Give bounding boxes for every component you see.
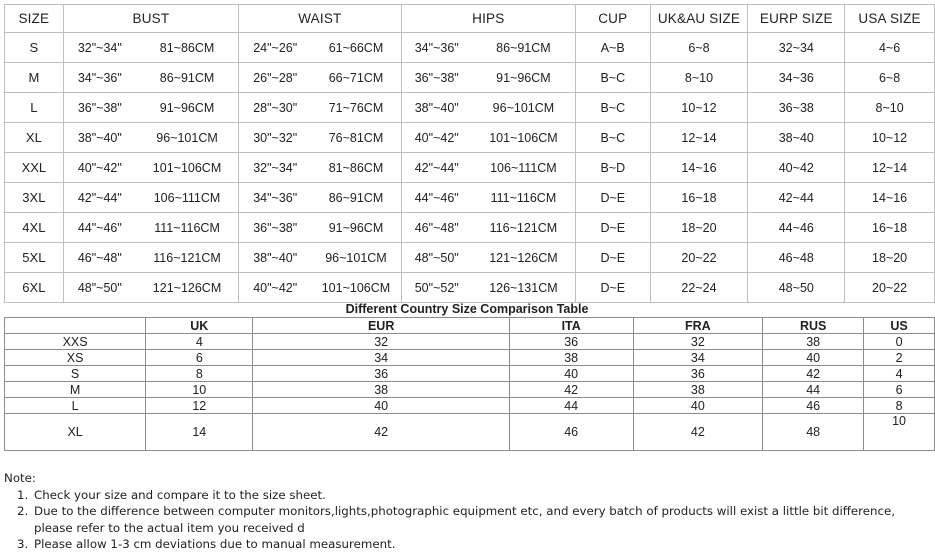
comparison-ita: 38: [509, 350, 633, 366]
bust-inches: 36"~38": [63, 93, 136, 123]
waist-inches: 32"~34": [239, 153, 312, 183]
comparison-eur: 42: [253, 414, 509, 451]
notes-heading: Note:: [4, 471, 36, 485]
comparison-rus: 44: [763, 382, 864, 398]
eurp-size: 36~38: [748, 93, 845, 123]
cup-size: B~C: [576, 63, 651, 93]
size-label: XL: [5, 123, 64, 153]
waist-inches: 26"~28": [239, 63, 312, 93]
comparison-us: 6: [864, 382, 935, 398]
comparison-eur: 32: [253, 334, 509, 350]
bust-cm: 116~121CM: [136, 243, 239, 273]
comparison-uk: 6: [146, 350, 253, 366]
waist-cm: 81~86CM: [311, 153, 401, 183]
bust-cm: 91~96CM: [136, 93, 239, 123]
waist-inches: 30"~32": [239, 123, 312, 153]
comparison-row: [5, 398, 935, 414]
comparison-eur: 34: [253, 350, 509, 366]
usa-size: 12~14: [845, 153, 935, 183]
size-label: 3XL: [5, 183, 64, 213]
ukau-size: 8~10: [650, 63, 748, 93]
comparison-rus: 40: [763, 350, 864, 366]
cup-size: D~E: [576, 213, 651, 243]
cup-size: D~E: [576, 273, 651, 303]
size-table-row: [5, 243, 935, 273]
eurp-size: 48~50: [748, 273, 845, 303]
comparison-rus: 46: [763, 398, 864, 414]
waist-inches: 28"~30": [239, 93, 312, 123]
comparison-header-fra: FRA: [633, 318, 763, 334]
size-table-row: [5, 93, 935, 123]
eurp-size: 46~48: [748, 243, 845, 273]
size-label: L: [5, 93, 64, 123]
size-label: 6XL: [5, 273, 64, 303]
hips-inches: 46"~48": [401, 213, 472, 243]
comparison-fra: 36: [633, 366, 763, 382]
hips-inches: 36"~38": [401, 63, 472, 93]
header-ukau-size: UK&AU SIZE: [650, 5, 748, 33]
ukau-size: 6~8: [650, 33, 748, 63]
note-item: 3. Please allow 1-3 cm deviations due to manual measurement.: [32, 536, 929, 553]
comparison-uk: 8: [146, 366, 253, 382]
hips-cm: 91~96CM: [472, 63, 576, 93]
ukau-size: 14~16: [650, 153, 748, 183]
waist-cm: 66~71CM: [311, 63, 401, 93]
header-hips: HIPS: [401, 5, 575, 33]
comparison-row: [5, 414, 935, 451]
comparison-header-ita: ITA: [509, 318, 633, 334]
comparison-header-rus: RUS: [763, 318, 864, 334]
waist-inches: 40"~42": [239, 273, 312, 303]
bust-cm: 111~116CM: [136, 213, 239, 243]
comparison-ita: 36: [509, 334, 633, 350]
usa-size: 20~22: [845, 273, 935, 303]
waist-inches: 38"~40": [239, 243, 312, 273]
bust-inches: 38"~40": [63, 123, 136, 153]
bust-inches: 42"~44": [63, 183, 136, 213]
comparison-us: 8: [864, 398, 935, 414]
comparison-size: XXS: [5, 334, 146, 350]
ukau-size: 12~14: [650, 123, 748, 153]
waist-cm: 86~91CM: [311, 183, 401, 213]
size-table-row: [5, 33, 935, 63]
usa-size: 16~18: [845, 213, 935, 243]
ukau-size: 20~22: [650, 243, 748, 273]
hips-inches: 42"~44": [401, 153, 472, 183]
comparison-uk: 4: [146, 334, 253, 350]
comparison-us: 4: [864, 366, 935, 382]
bust-inches: 40"~42": [63, 153, 136, 183]
size-table-row: [5, 63, 935, 93]
cup-size: D~E: [576, 243, 651, 273]
comparison-us: 10: [864, 414, 935, 451]
cup-size: B~D: [576, 153, 651, 183]
cup-size: B~C: [576, 93, 651, 123]
hips-cm: 126~131CM: [472, 273, 576, 303]
comparison-ita: 40: [509, 366, 633, 382]
hips-inches: 50"~52": [401, 273, 472, 303]
header-size: SIZE: [5, 5, 64, 33]
header-bust: BUST: [63, 5, 238, 33]
note-item: 2. Due to the difference between computer monitors,lights,photographic equipment etc, and every batch of products will exist a little bit difference, please refer to the actual item you received d: [32, 503, 929, 536]
bust-inches: 34"~36": [63, 63, 136, 93]
comparison-row: [5, 382, 935, 398]
hips-cm: 101~106CM: [472, 123, 576, 153]
size-label: XXL: [5, 153, 64, 183]
comparison-fra: 42: [633, 414, 763, 451]
waist-cm: 101~106CM: [311, 273, 401, 303]
comparison-ita: 42: [509, 382, 633, 398]
hips-inches: 48"~50": [401, 243, 472, 273]
comparison-size: L: [5, 398, 146, 414]
country-size-comparison-table: [4, 317, 935, 451]
comparison-eur: 38: [253, 382, 509, 398]
ukau-size: 16~18: [650, 183, 748, 213]
comparison-row: [5, 334, 935, 350]
bust-inches: 46"~48": [63, 243, 136, 273]
hips-cm: 111~116CM: [472, 183, 576, 213]
comparison-fra: 34: [633, 350, 763, 366]
size-table-header-row: [5, 5, 935, 33]
cup-size: A~B: [576, 33, 651, 63]
size-label: M: [5, 63, 64, 93]
comparison-rus: 38: [763, 334, 864, 350]
comparison-uk: 14: [146, 414, 253, 451]
comparison-rus: 42: [763, 366, 864, 382]
size-chart-table: [4, 4, 935, 303]
hips-inches: 34"~36": [401, 33, 472, 63]
comparison-ita: 44: [509, 398, 633, 414]
hips-inches: 44"~46": [401, 183, 472, 213]
comparison-header-size: [5, 318, 146, 334]
size-table-row: [5, 123, 935, 153]
comparison-us: 0: [864, 334, 935, 350]
bust-cm: 121~126CM: [136, 273, 239, 303]
waist-inches: 36"~38": [239, 213, 312, 243]
comparison-header-uk: UK: [146, 318, 253, 334]
hips-inches: 38"~40": [401, 93, 472, 123]
cup-size: B~C: [576, 123, 651, 153]
size-label: 4XL: [5, 213, 64, 243]
comparison-fra: 38: [633, 382, 763, 398]
usa-size: 6~8: [845, 63, 935, 93]
header-usa-size: USA SIZE: [845, 5, 935, 33]
comparison-rus: 48: [763, 414, 864, 451]
ukau-size: 22~24: [650, 273, 748, 303]
hips-cm: 106~111CM: [472, 153, 576, 183]
waist-inches: 34"~36": [239, 183, 312, 213]
header-eurp-size: EURP SIZE: [748, 5, 845, 33]
comparison-size: XL: [5, 414, 146, 451]
eurp-size: 44~46: [748, 213, 845, 243]
hips-cm: 121~126CM: [472, 243, 576, 273]
comparison-eur: 36: [253, 366, 509, 382]
bust-cm: 106~111CM: [136, 183, 239, 213]
ukau-size: 10~12: [650, 93, 748, 123]
ukau-size: 18~20: [650, 213, 748, 243]
comparison-us: 2: [864, 350, 935, 366]
cup-size: D~E: [576, 183, 651, 213]
size-table-row: [5, 153, 935, 183]
note-item: 1. Check your size and compare it to the size sheet.: [32, 487, 929, 504]
usa-size: 18~20: [845, 243, 935, 273]
bust-cm: 101~106CM: [136, 153, 239, 183]
comparison-fra: 40: [633, 398, 763, 414]
hips-cm: 116~121CM: [472, 213, 576, 243]
bust-inches: 32"~34": [63, 33, 136, 63]
size-table-row: [5, 273, 935, 303]
comparison-size: M: [5, 382, 146, 398]
comparison-header-row: [5, 318, 935, 334]
comparison-header-eur: EUR: [253, 318, 509, 334]
usa-size: 10~12: [845, 123, 935, 153]
size-label: 5XL: [5, 243, 64, 273]
comparison-uk: 12: [146, 398, 253, 414]
bust-cm: 96~101CM: [136, 123, 239, 153]
waist-cm: 76~81CM: [311, 123, 401, 153]
notes-list: [4, 487, 929, 553]
eurp-size: 32~34: [748, 33, 845, 63]
notes-section: [4, 470, 929, 553]
hips-inches: 40"~42": [401, 123, 472, 153]
comparison-uk: 10: [146, 382, 253, 398]
eurp-size: 38~40: [748, 123, 845, 153]
size-label: S: [5, 33, 64, 63]
comparison-row: [5, 366, 935, 382]
usa-size: 14~16: [845, 183, 935, 213]
size-table-row: [5, 183, 935, 213]
waist-cm: 71~76CM: [311, 93, 401, 123]
comparison-size: S: [5, 366, 146, 382]
bust-inches: 48"~50": [63, 273, 136, 303]
bust-cm: 86~91CM: [136, 63, 239, 93]
hips-cm: 96~101CM: [472, 93, 576, 123]
eurp-size: 34~36: [748, 63, 845, 93]
bust-cm: 81~86CM: [136, 33, 239, 63]
eurp-size: 42~44: [748, 183, 845, 213]
comparison-size: XS: [5, 350, 146, 366]
comparison-eur: 40: [253, 398, 509, 414]
hips-cm: 86~91CM: [472, 33, 576, 63]
comparison-row: [5, 350, 935, 366]
waist-cm: 96~101CM: [311, 243, 401, 273]
bust-inches: 44"~46": [63, 213, 136, 243]
comparison-table-title: Different Country Size Comparison Table: [345, 302, 589, 316]
comparison-header-us: US: [864, 318, 935, 334]
usa-size: 8~10: [845, 93, 935, 123]
eurp-size: 40~42: [748, 153, 845, 183]
usa-size: 4~6: [845, 33, 935, 63]
size-table-row: [5, 213, 935, 243]
waist-cm: 91~96CM: [311, 213, 401, 243]
header-waist: WAIST: [239, 5, 402, 33]
waist-cm: 61~66CM: [311, 33, 401, 63]
comparison-fra: 32: [633, 334, 763, 350]
waist-inches: 24"~26": [239, 33, 312, 63]
header-cup: CUP: [576, 5, 651, 33]
comparison-ita: 46: [509, 414, 633, 451]
